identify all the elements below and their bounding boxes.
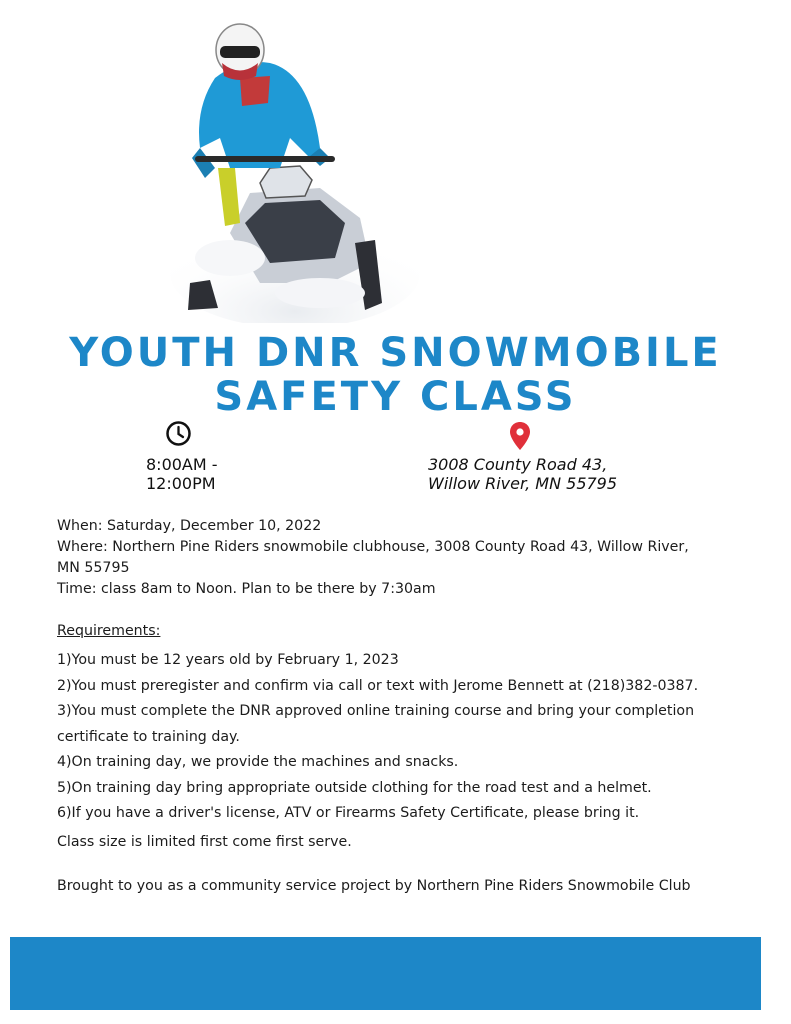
page-title: [0, 331, 791, 419]
requirement-item: 3)You must complete the DNR approved online training course and bring your completion: [57, 703, 695, 719]
sponsor-credit: Brought to you as a community service project by Northern Pine Riders Snowmobile Club: [57, 878, 691, 894]
time-start: 8:00AM -: [146, 455, 218, 474]
title-line-1: YOUTH DNR SNOWMOBILE: [69, 330, 722, 376]
snowmobile-rider-image: [170, 18, 420, 323]
detail-where-line-2: MN 55795: [57, 560, 130, 576]
class-time: [146, 455, 218, 493]
requirement-item: 4)On training day, we provide the machines and snacks.: [57, 754, 459, 770]
requirements-list: [57, 648, 757, 827]
requirements-heading: Requirements:: [57, 623, 161, 639]
requirement-item: 6)If you have a driver's license, ATV or Firearms Safety Certificate, please bring it.: [57, 805, 640, 821]
clock-icon: [165, 420, 192, 447]
map-pin-icon: [509, 421, 531, 451]
class-address: [428, 455, 617, 493]
address-city: Willow River, MN 55795: [428, 474, 618, 493]
event-details: [57, 516, 717, 600]
class-size-note: Class size is limited first come first serve.: [57, 834, 352, 850]
requirement-item: certificate to training day.: [57, 728, 240, 745]
detail-time: Time: class 8am to Noon. Plan to be there by 7:30am: [57, 581, 436, 597]
requirement-item: 1)You must be 12 years old by February 1, 2023: [57, 652, 399, 668]
title-line-2: SAFETY CLASS: [214, 374, 577, 420]
time-end: 12:00PM: [146, 474, 216, 493]
requirement-item: 5)On training day bring appropriate outside clothing for the road test and a helmet.: [57, 779, 652, 796]
detail-when: When: Saturday, December 10, 2022: [57, 518, 322, 534]
requirement-item: 2)You must preregister and confirm via call or text with Jerome Bennett at (218)382-0387.: [57, 677, 699, 694]
address-street: 3008 County Road 43,: [428, 455, 608, 474]
footer-bar: [10, 937, 761, 1010]
detail-where-line-1: Where: Northern Pine Riders snowmobile clubhouse, 3008 County Road 43, Willow River,: [57, 539, 689, 555]
